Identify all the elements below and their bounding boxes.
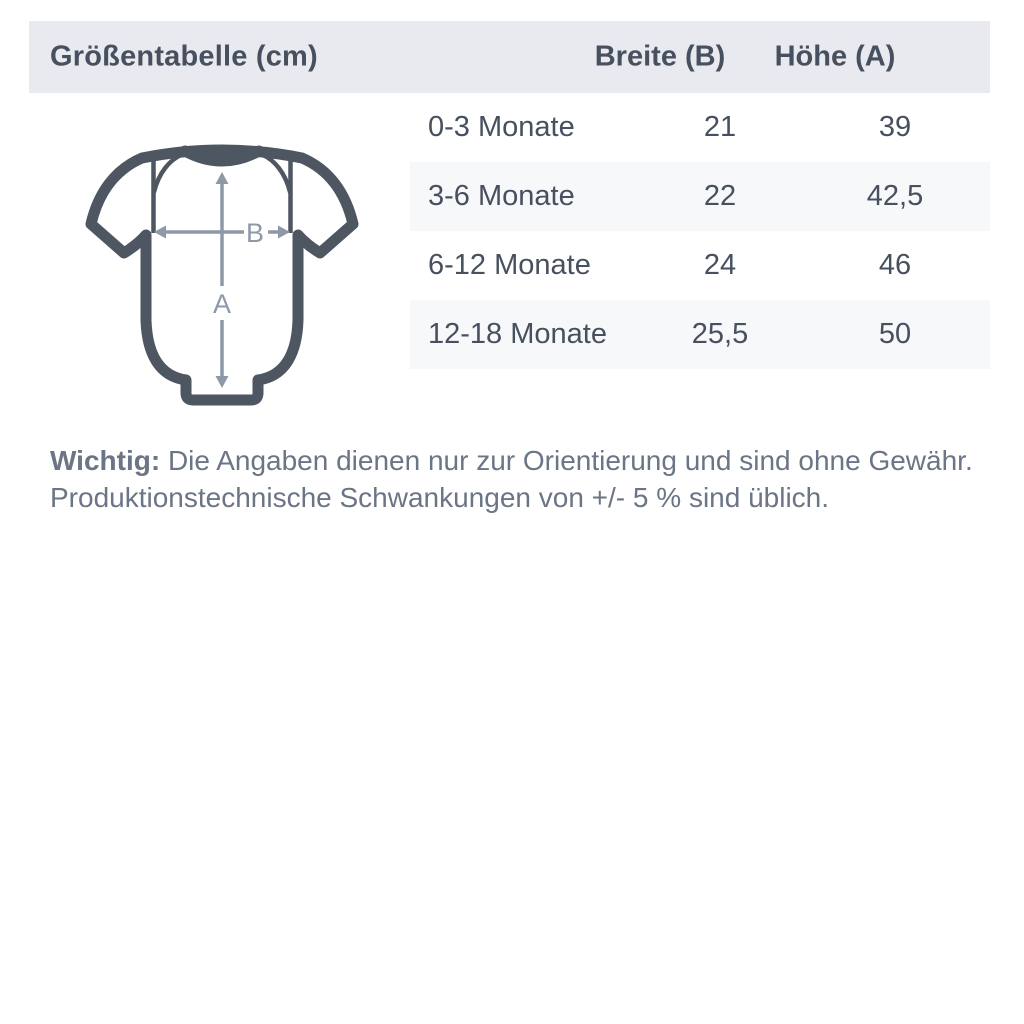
disclaimer-note bbox=[50, 442, 990, 516]
bodysuit-measurement-diagram bbox=[82, 132, 362, 410]
column-header-hoehe: Höhe (A) bbox=[774, 40, 896, 73]
disclaimer-line2: Produktionstechnische Schwankungen von +/- 5 % sind üblich. bbox=[50, 482, 830, 513]
breite-value: 22 bbox=[703, 180, 737, 212]
disclaimer-lead: Wichtig: bbox=[50, 445, 161, 476]
height-arrow-label: A bbox=[212, 289, 232, 319]
breite-value: 25,5 bbox=[691, 318, 749, 350]
size-label: 3-6 Monate bbox=[428, 180, 575, 212]
table-row bbox=[410, 231, 990, 300]
chart-title: Größentabelle (cm) bbox=[50, 40, 318, 73]
size-chart-header bbox=[29, 21, 990, 93]
size-table bbox=[410, 93, 990, 369]
hoehe-value: 39 bbox=[878, 111, 912, 143]
hoehe-value: 46 bbox=[878, 249, 912, 281]
hoehe-value: 42,5 bbox=[866, 180, 924, 212]
disclaimer-line1: Die Angaben dienen nur zur Orientierung und sind ohne Gewähr. bbox=[160, 445, 973, 476]
width-arrow-label: B bbox=[245, 218, 265, 248]
size-label: 12-18 Monate bbox=[428, 318, 607, 350]
column-header-breite: Breite (B) bbox=[594, 40, 726, 73]
table-row bbox=[410, 300, 990, 369]
hoehe-value: 50 bbox=[878, 318, 912, 350]
table-row bbox=[410, 93, 990, 162]
breite-value: 21 bbox=[703, 111, 737, 143]
breite-value: 24 bbox=[703, 249, 737, 281]
table-row bbox=[410, 162, 990, 231]
size-label: 6-12 Monate bbox=[428, 249, 591, 281]
size-label: 0-3 Monate bbox=[428, 111, 575, 143]
